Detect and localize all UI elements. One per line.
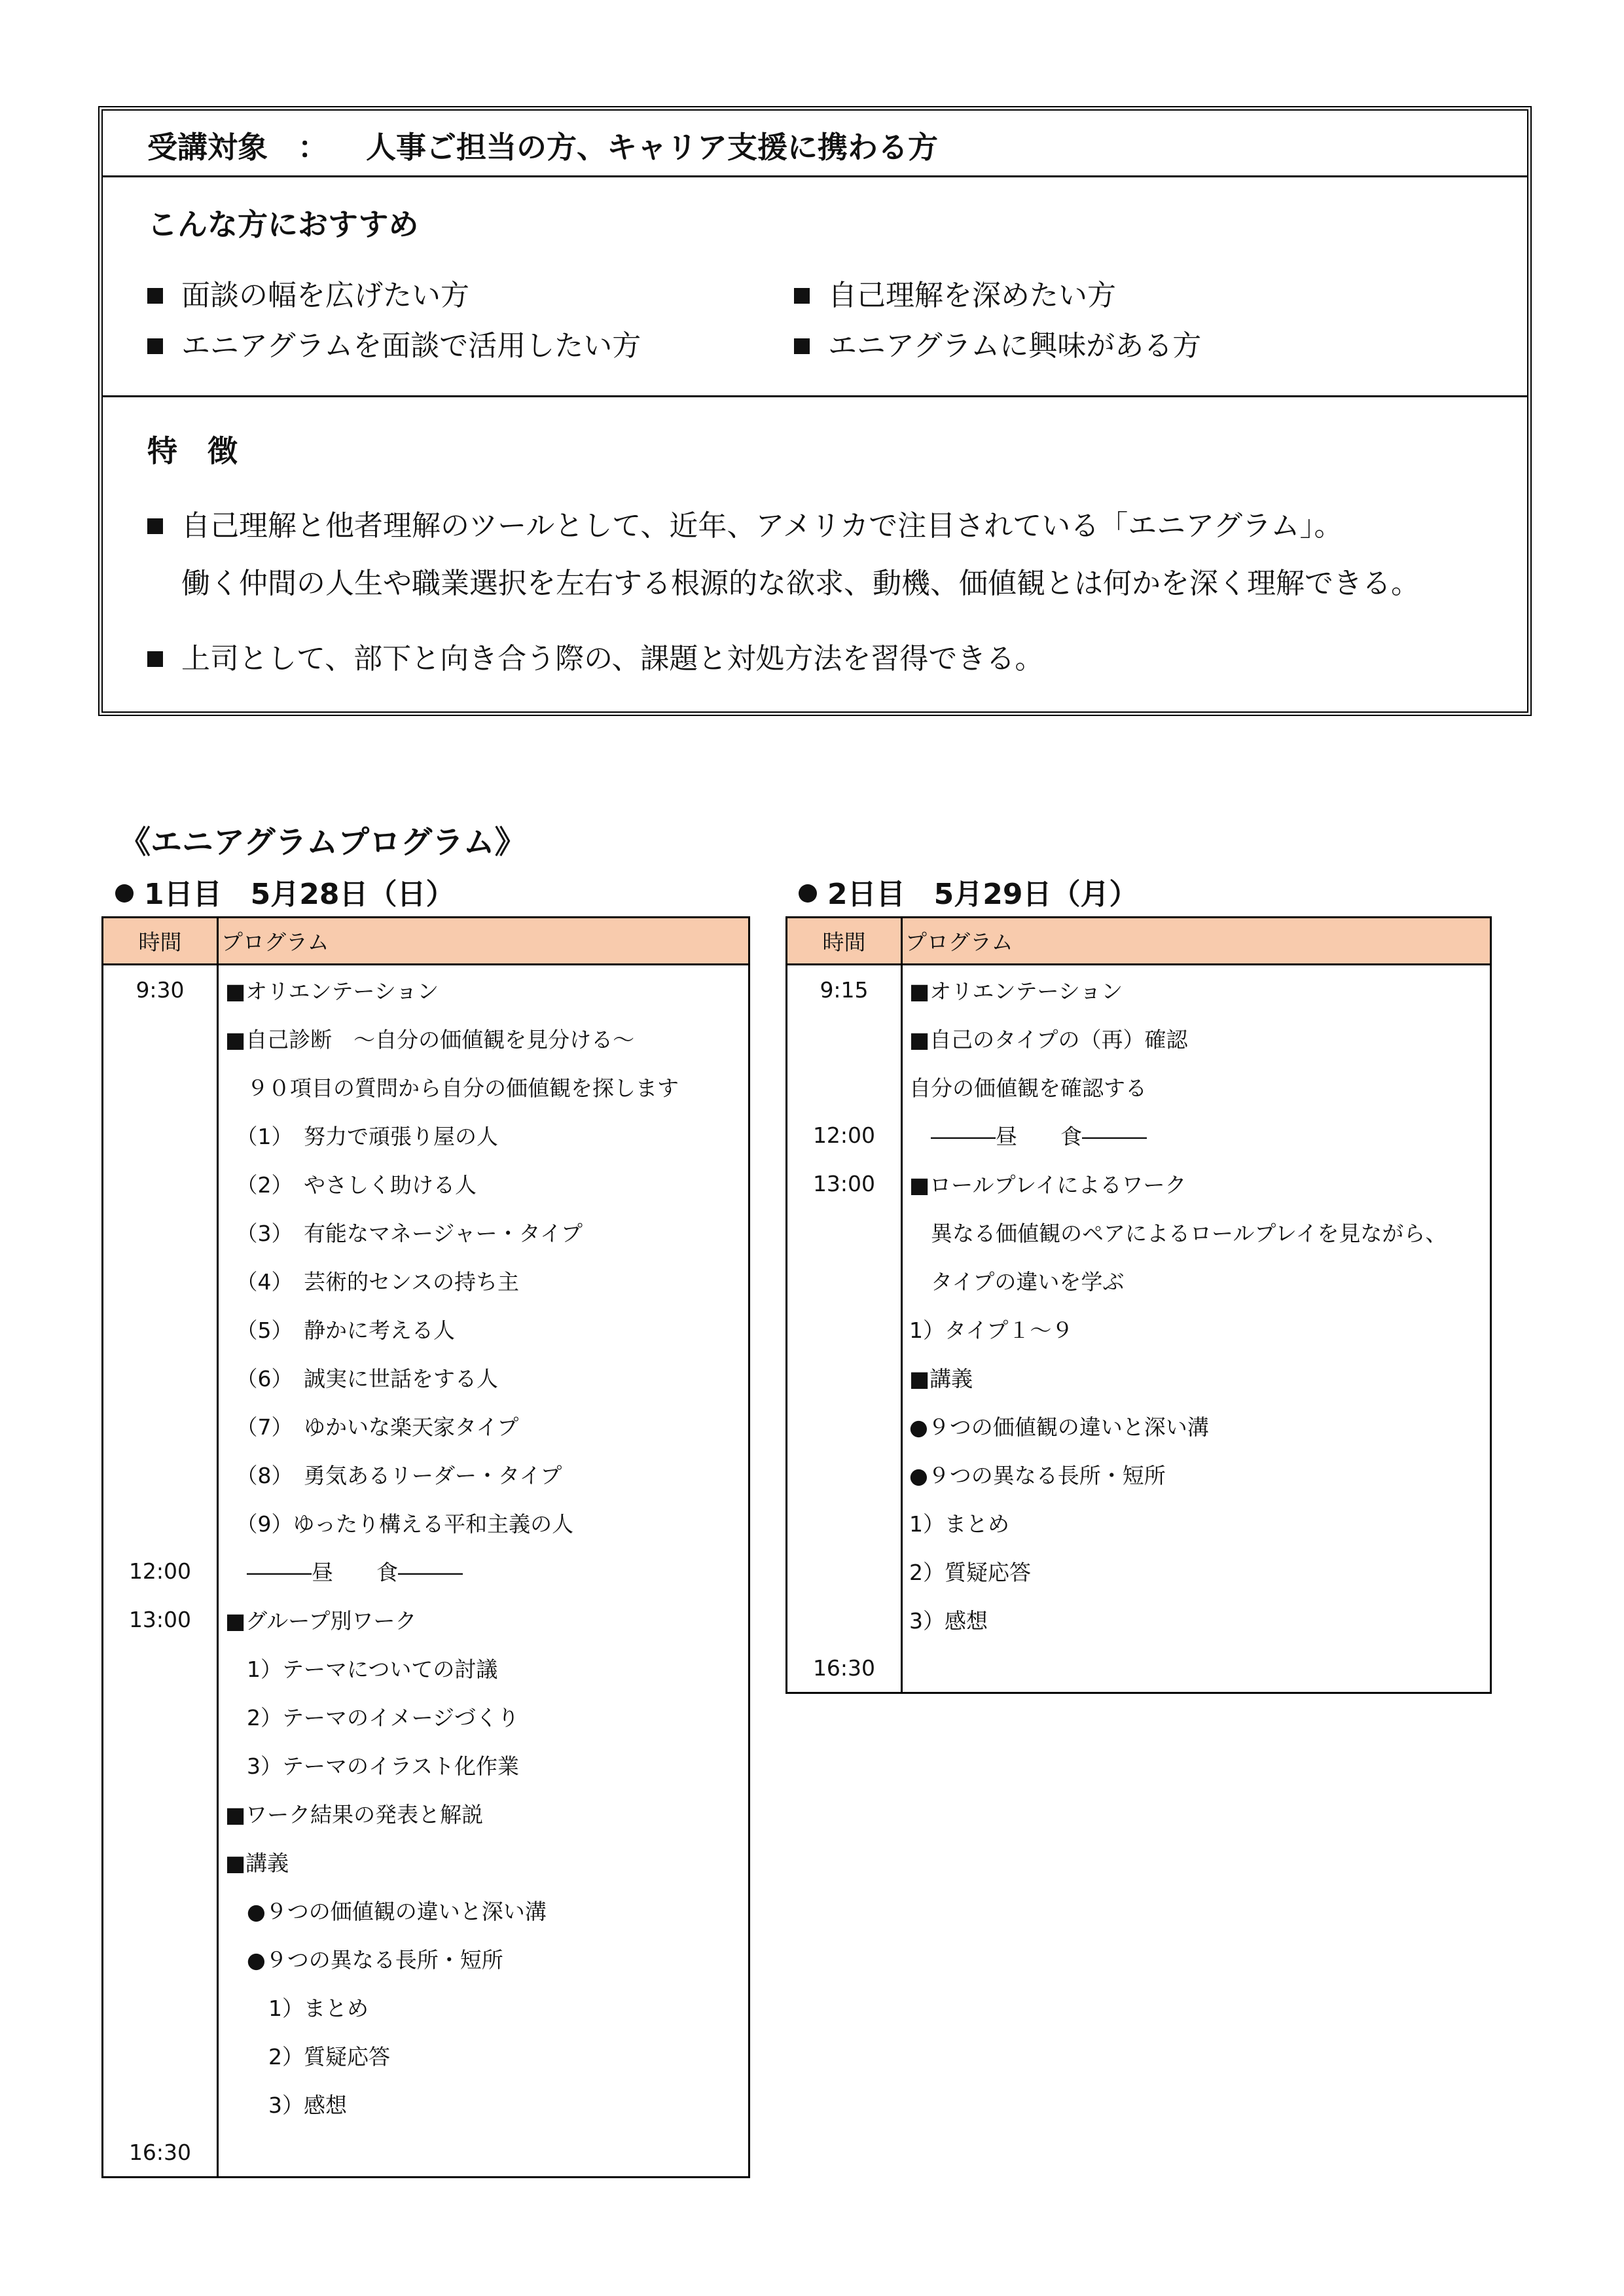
table-row xyxy=(787,1401,1491,1450)
time-cell xyxy=(787,1304,902,1353)
square-bullet-icon xyxy=(794,338,810,354)
program-cell: 2）テーマのイメージづくり xyxy=(218,1692,749,1740)
program-cell: 自分の価値観を確認する xyxy=(902,1062,1491,1111)
program-cell: ■グループ別ワーク xyxy=(218,1595,749,1643)
program-cell: ●９つの価値観の違いと深い溝 xyxy=(218,1886,749,1934)
square-bullet-icon xyxy=(794,288,810,304)
table-row xyxy=(103,1740,749,1789)
feature-item: 上司として、部下と向き合う際の、課題と対処方法を習得できる。 xyxy=(147,635,1043,677)
time-cell xyxy=(103,1062,218,1111)
day1-heading: 1日目 5月28日（日） xyxy=(115,870,454,912)
program-cell: ●９つの価値観の違いと深い溝 xyxy=(902,1401,1491,1450)
table-row xyxy=(787,1111,1491,1159)
table-row xyxy=(787,1595,1491,1643)
time-cell xyxy=(103,1304,218,1353)
table-row xyxy=(103,1062,749,1111)
table-row xyxy=(103,1498,749,1547)
time-cell xyxy=(103,1159,218,1208)
time-cell xyxy=(103,1450,218,1498)
table-row xyxy=(103,1789,749,1837)
program-cell: ―――昼 食――― xyxy=(218,1547,749,1595)
time-cell xyxy=(103,1886,218,1934)
time-cell xyxy=(787,1595,902,1643)
table-row xyxy=(787,1353,1491,1401)
time-cell: 16:30 xyxy=(787,1643,902,1693)
table-row xyxy=(787,1014,1491,1062)
day2-heading: 2日目 5月29日（月） xyxy=(799,870,1138,912)
recommend-item: 自己理解を深めたい方 xyxy=(794,272,1116,314)
program-cell: （5） 静かに考える人 xyxy=(218,1304,749,1353)
program-cell: 異なる価値観のペアによるロールプレイを見ながら、 xyxy=(902,1208,1491,1256)
bullet-dot-icon xyxy=(115,884,134,903)
time-cell xyxy=(103,1789,218,1837)
table-row xyxy=(103,1353,749,1401)
time-cell: 13:00 xyxy=(787,1159,902,1208)
table-row xyxy=(103,1643,749,1692)
recommend-item: 面談の幅を広げたい方 xyxy=(147,272,469,314)
recommend-heading: こんな方におすすめ xyxy=(147,207,419,242)
target-value: 人事ご担当の方、キャリア支援に携わる方 xyxy=(366,130,938,165)
program-cell: （8） 勇気あるリーダー・タイプ xyxy=(218,1450,749,1498)
time-cell: 9:30 xyxy=(103,965,218,1014)
program-cell: ■講義 xyxy=(902,1353,1491,1401)
time-cell xyxy=(103,2031,218,2079)
program-cell: 3）感想 xyxy=(902,1595,1491,1643)
table-row xyxy=(787,1304,1491,1353)
table-row xyxy=(787,1643,1491,1693)
table-row xyxy=(103,1934,749,1982)
time-cell xyxy=(103,1256,218,1304)
time-cell xyxy=(787,1450,902,1498)
day2-schedule-table xyxy=(785,916,1492,1694)
bullet-dot-icon xyxy=(799,884,817,903)
time-cell: 13:00 xyxy=(103,1595,218,1643)
square-bullet-icon xyxy=(147,288,163,304)
program-cell: ■講義 xyxy=(218,1837,749,1886)
time-cell xyxy=(787,1401,902,1450)
table-row xyxy=(787,1256,1491,1304)
time-cell xyxy=(103,1498,218,1547)
table-row xyxy=(787,965,1491,1014)
day1-schedule-table xyxy=(101,916,750,2178)
table-row xyxy=(103,1159,749,1208)
table-row xyxy=(103,1837,749,1886)
time-cell xyxy=(787,1256,902,1304)
time-cell xyxy=(103,1982,218,2031)
table-row xyxy=(103,1256,749,1304)
program-cell: ９０項目の質問から自分の価値観を探します xyxy=(218,1062,749,1111)
program-cell: （2） やさしく助ける人 xyxy=(218,1159,749,1208)
program-column-header: プログラム xyxy=(902,918,1491,965)
time-column-header: 時間 xyxy=(787,918,902,965)
time-cell xyxy=(787,1208,902,1256)
time-cell xyxy=(103,1934,218,1982)
time-column-header: 時間 xyxy=(103,918,218,965)
feature-item-continued: 働く仲間の人生や職業選択を左右する根源的な欲求、動機、価値観とは何かを深く理解できる。 xyxy=(181,567,1420,600)
time-cell xyxy=(103,1401,218,1450)
target-row xyxy=(103,111,1527,177)
program-cell: 2）質疑応答 xyxy=(218,2031,749,2079)
program-cell: タイプの違いを学ぶ xyxy=(902,1256,1491,1304)
program-cell: 1）まとめ xyxy=(218,1982,749,2031)
square-bullet-icon xyxy=(147,651,163,667)
program-cell: ―――昼 食――― xyxy=(902,1111,1491,1159)
time-cell xyxy=(787,1547,902,1595)
table-row xyxy=(103,1450,749,1498)
time-cell xyxy=(103,1014,218,1062)
program-cell: ■ロールプレイによるワーク xyxy=(902,1159,1491,1208)
time-cell xyxy=(787,1498,902,1547)
program-cell: 2）質疑応答 xyxy=(902,1547,1491,1595)
time-cell: 16:30 xyxy=(103,2128,218,2178)
table-row xyxy=(103,1014,749,1062)
time-cell xyxy=(103,1111,218,1159)
program-cell: （9）ゆったり構える平和主義の人 xyxy=(218,1498,749,1547)
program-cell: ■自己のタイプの（再）確認 xyxy=(902,1014,1491,1062)
table-row xyxy=(103,1401,749,1450)
features-heading: 特 徴 xyxy=(147,433,238,469)
program-cell: （4） 芸術的センスの持ち主 xyxy=(218,1256,749,1304)
feature-item: 自己理解と他者理解のツールとして、近年、アメリカで注目されている「エニアグラム」。 xyxy=(147,502,1343,544)
time-cell xyxy=(103,1353,218,1401)
table-row xyxy=(103,1304,749,1353)
table-row xyxy=(103,1595,749,1643)
table-row xyxy=(787,1208,1491,1256)
program-cell: ■ワーク結果の発表と解説 xyxy=(218,1789,749,1837)
table-row xyxy=(787,1450,1491,1498)
time-cell: 12:00 xyxy=(787,1111,902,1159)
program-cell: ■オリエンテーション xyxy=(218,965,749,1014)
table-row xyxy=(103,965,749,1014)
table-row xyxy=(103,1547,749,1595)
recommend-item: エニアグラムを面談で活用したい方 xyxy=(147,322,641,364)
program-cell: 3）感想 xyxy=(218,2079,749,2128)
table-row xyxy=(787,1062,1491,1111)
program-column-header: プログラム xyxy=(218,918,749,965)
features-section xyxy=(103,397,1527,711)
time-cell xyxy=(787,1062,902,1111)
recommend-item: エニアグラムに興味がある方 xyxy=(794,322,1201,364)
program-cell: （1） 努力で頑張り屋の人 xyxy=(218,1111,749,1159)
time-cell: 12:00 xyxy=(103,1547,218,1595)
program-cell xyxy=(902,1643,1491,1693)
time-cell xyxy=(103,1208,218,1256)
program-title: 《エニアグラムプログラム》 xyxy=(119,824,526,861)
table-row xyxy=(787,1547,1491,1595)
program-cell: ■オリエンテーション xyxy=(902,965,1491,1014)
time-cell xyxy=(103,1692,218,1740)
program-cell xyxy=(218,2128,749,2178)
program-cell: ●９つの異なる長所・短所 xyxy=(218,1934,749,1982)
time-cell xyxy=(787,1014,902,1062)
table-row xyxy=(103,1208,749,1256)
table-row xyxy=(103,1111,749,1159)
square-bullet-icon xyxy=(147,338,163,354)
course-info-box xyxy=(98,106,1532,716)
table-header-row xyxy=(103,918,749,965)
target-label: 受講対象 ： xyxy=(147,130,328,165)
time-cell xyxy=(103,1837,218,1886)
table-row xyxy=(103,1886,749,1934)
program-cell: ●９つの異なる長所・短所 xyxy=(902,1450,1491,1498)
table-row xyxy=(103,1692,749,1740)
table-header-row xyxy=(787,918,1491,965)
recommend-section xyxy=(103,177,1527,397)
table-row xyxy=(103,2128,749,2178)
table-row xyxy=(103,2079,749,2128)
time-cell: 9:15 xyxy=(787,965,902,1014)
program-cell: ■自己診断 ～自分の価値観を見分ける～ xyxy=(218,1014,749,1062)
table-row xyxy=(787,1159,1491,1208)
program-cell: （7） ゆかいな楽天家タイプ xyxy=(218,1401,749,1450)
program-cell: （3） 有能なマネージャー・タイプ xyxy=(218,1208,749,1256)
program-cell: （6） 誠実に世話をする人 xyxy=(218,1353,749,1401)
program-cell: 1）まとめ xyxy=(902,1498,1491,1547)
time-cell xyxy=(103,2079,218,2128)
table-row xyxy=(103,2031,749,2079)
time-cell xyxy=(103,1740,218,1789)
program-cell: 1）タイプ１～９ xyxy=(902,1304,1491,1353)
time-cell xyxy=(787,1353,902,1401)
square-bullet-icon xyxy=(147,518,163,534)
program-cell: 3）テーマのイラスト化作業 xyxy=(218,1740,749,1789)
table-row xyxy=(103,1982,749,2031)
time-cell xyxy=(103,1643,218,1692)
table-row xyxy=(787,1498,1491,1547)
program-cell: 1）テーマについての討議 xyxy=(218,1643,749,1692)
